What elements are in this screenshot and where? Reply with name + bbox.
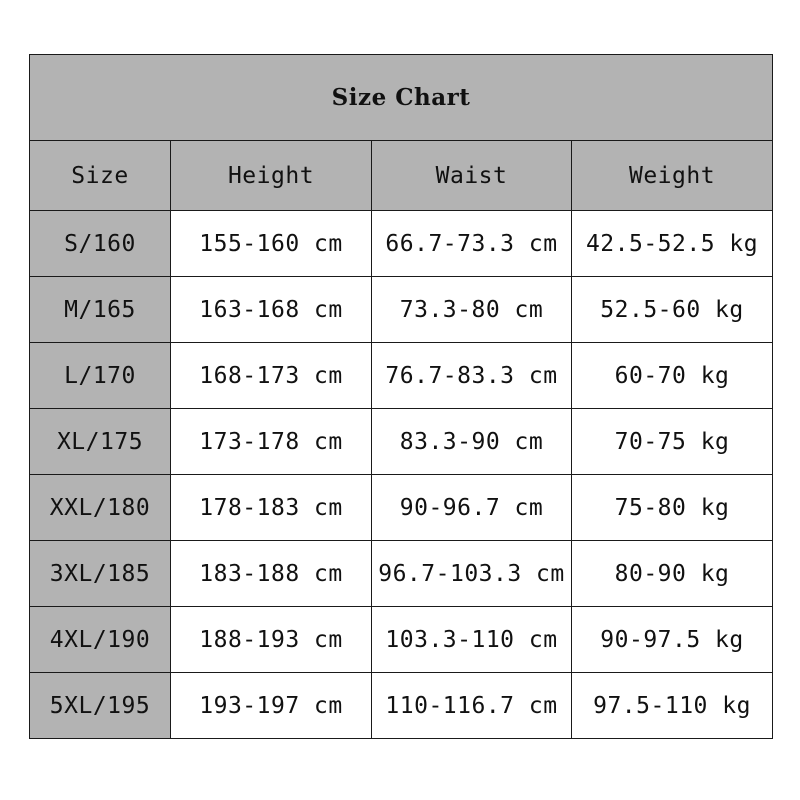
size-cell: S/160: [30, 211, 171, 277]
weight-cell: 90-97.5 kg: [572, 607, 773, 673]
header-waist: Waist: [372, 141, 572, 211]
weight-cell: 52.5-60 kg: [572, 277, 773, 343]
weight-cell: 70-75 kg: [572, 409, 773, 475]
table-row: [30, 343, 773, 409]
header-weight: Weight: [572, 141, 773, 211]
height-cell: 155-160 cm: [171, 211, 372, 277]
height-cell: 178-183 cm: [171, 475, 372, 541]
header-row: [30, 141, 773, 211]
title-row: [30, 55, 773, 141]
height-cell: 188-193 cm: [171, 607, 372, 673]
table-title: Size Chart: [30, 55, 773, 141]
waist-cell: 83.3-90 cm: [372, 409, 572, 475]
table-row: [30, 607, 773, 673]
table-row: [30, 475, 773, 541]
weight-cell: 60-70 kg: [572, 343, 773, 409]
header-height: Height: [171, 141, 372, 211]
height-cell: 168-173 cm: [171, 343, 372, 409]
weight-cell: 75-80 kg: [572, 475, 773, 541]
waist-cell: 96.7-103.3 cm: [372, 541, 572, 607]
table-row: [30, 211, 773, 277]
size-cell: XL/175: [30, 409, 171, 475]
size-chart-table: [29, 54, 773, 739]
table-row: [30, 673, 773, 739]
size-cell: L/170: [30, 343, 171, 409]
table-row: [30, 541, 773, 607]
waist-cell: 90-96.7 cm: [372, 475, 572, 541]
height-cell: 163-168 cm: [171, 277, 372, 343]
waist-cell: 76.7-83.3 cm: [372, 343, 572, 409]
weight-cell: 42.5-52.5 kg: [572, 211, 773, 277]
size-cell: XXL/180: [30, 475, 171, 541]
waist-cell: 103.3-110 cm: [372, 607, 572, 673]
size-cell: 3XL/185: [30, 541, 171, 607]
size-cell: M/165: [30, 277, 171, 343]
header-size: Size: [30, 141, 171, 211]
table-row: [30, 277, 773, 343]
height-cell: 173-178 cm: [171, 409, 372, 475]
waist-cell: 73.3-80 cm: [372, 277, 572, 343]
height-cell: 183-188 cm: [171, 541, 372, 607]
waist-cell: 66.7-73.3 cm: [372, 211, 572, 277]
table-row: [30, 409, 773, 475]
weight-cell: 97.5-110 kg: [572, 673, 773, 739]
waist-cell: 110-116.7 cm: [372, 673, 572, 739]
size-cell: 5XL/195: [30, 673, 171, 739]
size-cell: 4XL/190: [30, 607, 171, 673]
weight-cell: 80-90 kg: [572, 541, 773, 607]
height-cell: 193-197 cm: [171, 673, 372, 739]
